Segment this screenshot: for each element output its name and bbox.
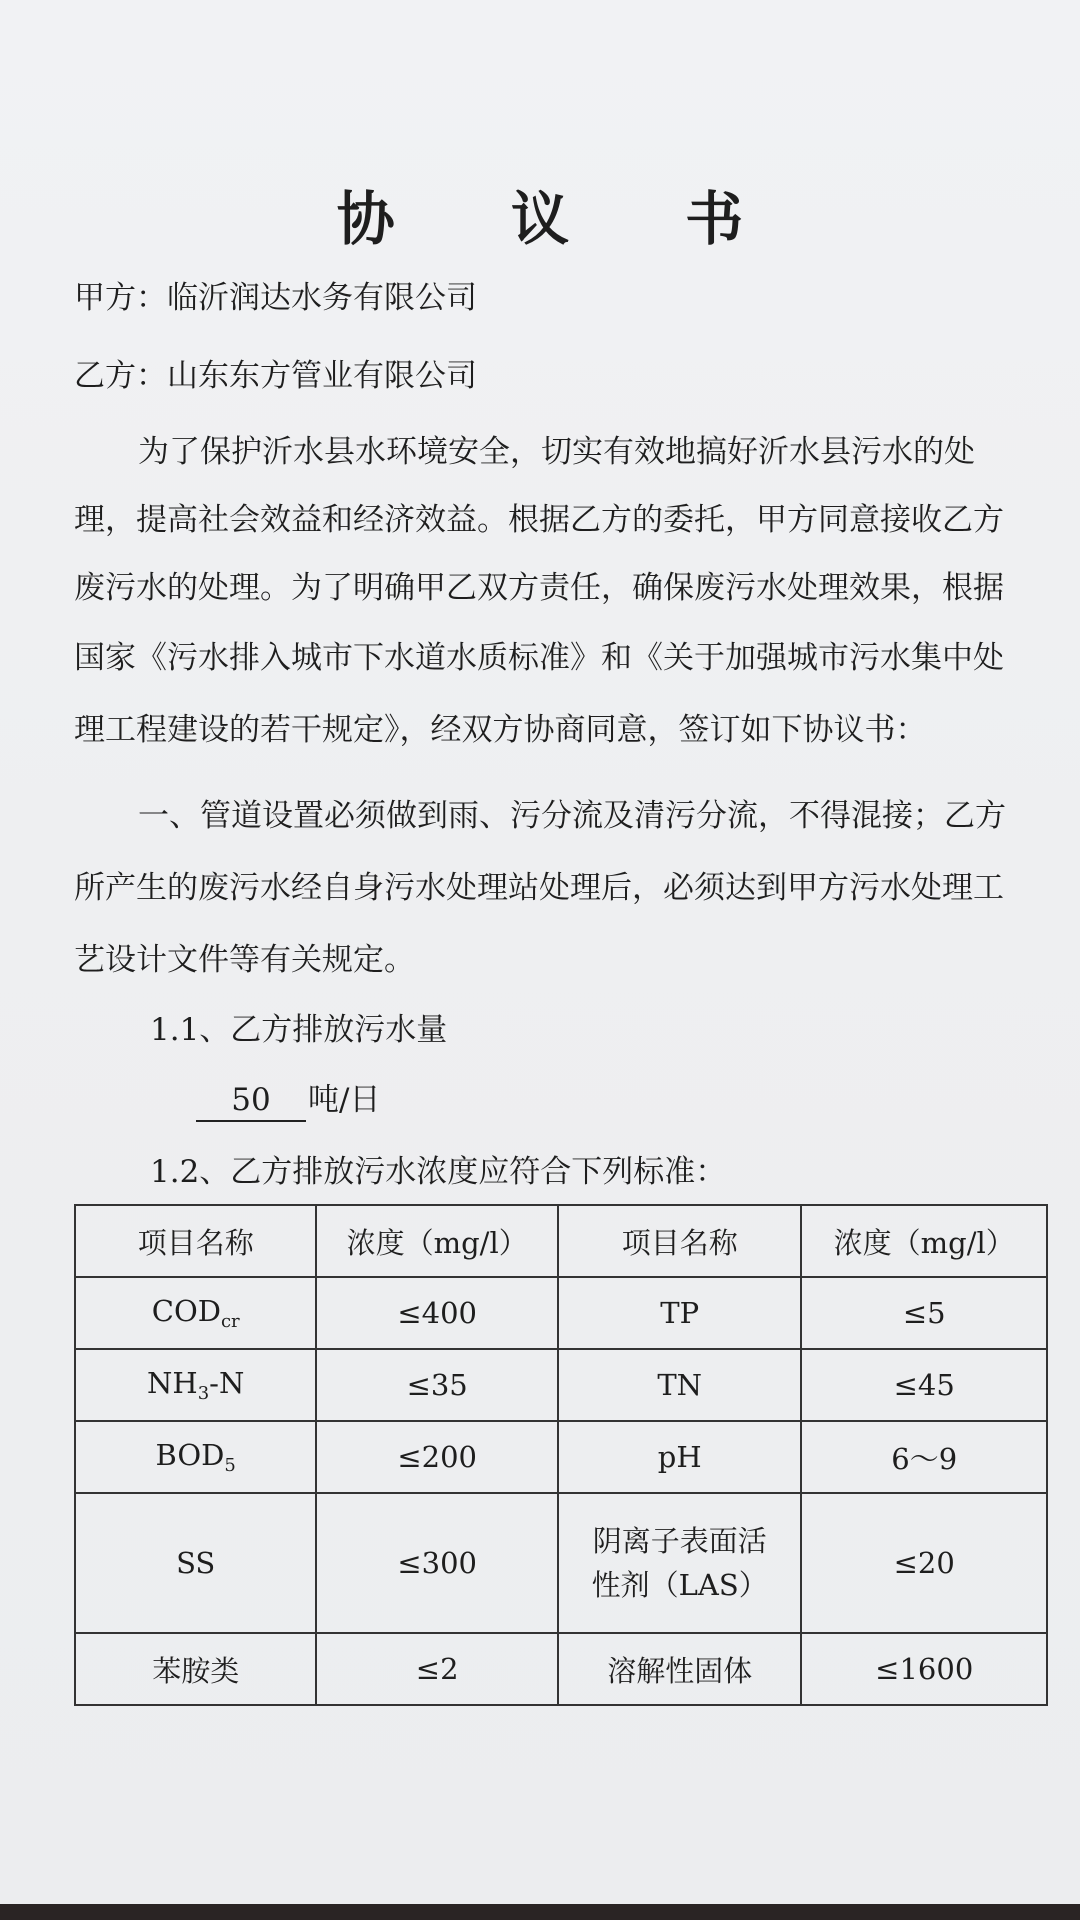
header-item-name-2: 项目名称 bbox=[558, 1205, 802, 1277]
header-item-name-1: 项目名称 bbox=[75, 1205, 316, 1277]
header-concentration-2: 浓度（mg/l） bbox=[801, 1205, 1047, 1277]
item-name: $COD_{cr}$ bbox=[75, 1277, 316, 1349]
item-name: TP bbox=[558, 1277, 802, 1349]
preamble-line-4: 国家《污水排入城市下水道水质标准》和《关于加强城市污水集中处 bbox=[74, 640, 1004, 676]
item-name bbox=[558, 1493, 802, 1633]
item-name-line-2: 性剂（LAS） bbox=[591, 1568, 768, 1602]
concentration: ≤400 bbox=[316, 1277, 558, 1349]
table-row bbox=[75, 1349, 1047, 1421]
item-name: pH bbox=[558, 1421, 802, 1493]
clause1-line-2: 所产生的废污水经自身污水处理站处理后，必须达到甲方污水处理工 bbox=[74, 870, 1004, 906]
concentration: ≤5 bbox=[801, 1277, 1047, 1349]
concentration: ≤35 bbox=[316, 1349, 558, 1421]
clause1-line-3: 艺设计文件等有关规定。 bbox=[74, 942, 415, 978]
clause1-line-1: 一、管道设置必须做到雨、污分流及清污分流，不得混接；乙方 bbox=[138, 798, 1006, 834]
item-name: $NH_3-N$ bbox=[75, 1349, 316, 1421]
concentration: ≤45 bbox=[801, 1349, 1047, 1421]
table-row bbox=[75, 1493, 1047, 1633]
concentration: ≤2 bbox=[316, 1633, 558, 1705]
preamble-line-5: 理工程建设的若干规定》，经双方协商同意，签订如下协议书： bbox=[74, 712, 927, 748]
party-b: 乙方：山东东方管业有限公司 bbox=[74, 358, 477, 394]
concentration: ≤200 bbox=[316, 1421, 558, 1493]
item-name: $BOD_5$ bbox=[75, 1421, 316, 1493]
preamble-line-3: 废污水的处理。为了明确甲乙双方责任，确保废污水处理效果，根据 bbox=[74, 570, 1004, 606]
item-name-line-1: 阴离子表面活 bbox=[592, 1524, 767, 1558]
concentration: 6～9 bbox=[801, 1421, 1047, 1493]
concentration: ≤300 bbox=[316, 1493, 558, 1633]
item-1-2: 1.2、乙方排放污水浓度应符合下列标准： bbox=[150, 1154, 727, 1190]
item-name: 苯胺类 bbox=[75, 1633, 316, 1705]
preamble-line-2: 理，提高社会效益和经济效益。根据乙方的委托，甲方同意接收乙方 bbox=[74, 502, 1004, 538]
item-name: 溶解性固体 bbox=[558, 1633, 802, 1705]
header-concentration-1: 浓度（mg/l） bbox=[316, 1205, 558, 1277]
table-row bbox=[75, 1421, 1047, 1493]
preamble-line-1: 为了保护沂水县水环境安全，切实有效地搞好沂水县污水的处 bbox=[138, 434, 975, 470]
volume-unit: 吨/日 bbox=[308, 1082, 381, 1118]
volume-value: 50 bbox=[196, 1080, 306, 1122]
concentration: ≤1600 bbox=[801, 1633, 1047, 1705]
table-row bbox=[75, 1277, 1047, 1349]
document-title: 协 议 书 bbox=[336, 185, 792, 253]
standards-table bbox=[74, 1204, 1048, 1706]
item-name: TN bbox=[558, 1349, 802, 1421]
table-row bbox=[75, 1633, 1047, 1705]
item-1-1: 1.1、乙方排放污水量 bbox=[150, 1012, 448, 1048]
item-name: SS bbox=[75, 1493, 316, 1633]
discharge-volume bbox=[196, 1080, 380, 1122]
table-header-row bbox=[75, 1205, 1047, 1277]
concentration: ≤20 bbox=[801, 1493, 1047, 1633]
party-a: 甲方：临沂润达水务有限公司 bbox=[74, 280, 477, 316]
